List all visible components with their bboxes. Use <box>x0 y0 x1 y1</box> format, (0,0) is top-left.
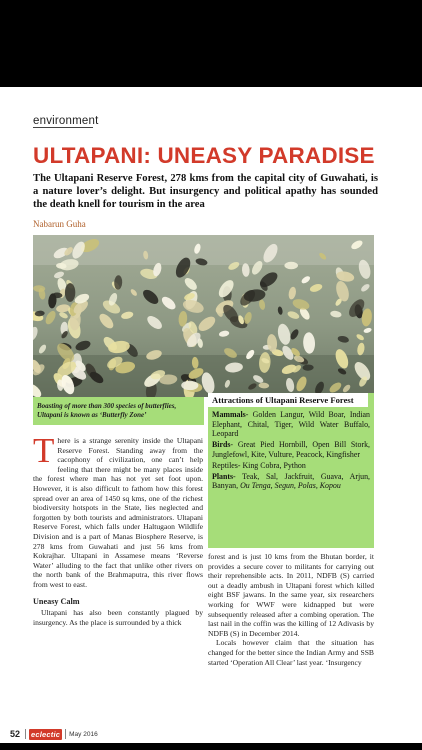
mammals-entry <box>212 410 370 439</box>
top-black-bar <box>0 0 422 87</box>
magazine-logo: eclectic <box>31 729 61 739</box>
butterfly <box>284 262 298 269</box>
body-paragraph-1 <box>33 431 203 590</box>
plants-entry <box>212 472 370 491</box>
article-deck: The Ultapani Reserve Forest, 278 kms from the capital city of Guwahati, is a nature lover’s delight. But insurgency and political apathy has sounded the death knell for tourism in the area <box>33 173 378 210</box>
plants-list: - Teak, Sal, Jackfruit, Guava, Arjun, Banyan, <box>212 471 370 490</box>
footer-divider <box>25 729 26 739</box>
reptiles-entry: Reptiles- King Cobra, Python <box>212 460 306 470</box>
drop-cap: T <box>33 431 55 470</box>
subhead-uneasy-calm: Uneasy Calm <box>33 596 80 606</box>
butterfly-photo <box>33 235 374 397</box>
body-column-left <box>33 431 203 627</box>
page-footer <box>10 728 98 740</box>
mammals-list: - Golden Langur, Wild Boar, Indian Elephant, Chital, Tiger, Wild Water Buffalo, Leopard <box>212 410 370 438</box>
article-headline: ULTAPANI: UNEASY PARADISE <box>33 143 375 168</box>
bottom-black-bar <box>0 743 422 750</box>
plants-label: Plants <box>212 471 234 481</box>
byline: Nabarun Guha <box>33 219 86 229</box>
body-paragraph-2: Ultapani has also been constantly plagued by insurgency. As the place is surrounded by a thick <box>33 608 203 627</box>
body-column-right <box>208 552 374 667</box>
butterfly-photo-image <box>33 235 374 397</box>
mammals-label: Mammals <box>212 410 246 419</box>
section-underline <box>33 127 93 128</box>
footer-divider <box>65 729 66 739</box>
birds-entry <box>212 440 370 459</box>
body-paragraph-3: forest and is just 10 kms from the Bhutan border, it provides a secure cover to militants for carrying out their reprehensible acts. In 2011, NDFB (S) carried out a deadly ambush in Ultapani forest which killed eight BSF jawans. In the same year, six researchers working for WWF were kidnapped but were subsequently released after a combing operation. The last nail in the coffin was the killing of 12 Adivasis by NDFB (S) in December 2014. <box>208 552 374 638</box>
issue-date: May 2016 <box>69 730 98 738</box>
attractions-box <box>208 393 374 548</box>
plants-local-names: Ou Tenga, Segun, Polas, Kopou <box>240 481 341 490</box>
body-paragraph-1-text: here is a strange serenity inside the Ultapani Reserve Forest. Standing away from the cacophony of civilization, one can’t help feeling that there might be many places inside the forest where man has not yet set foot upon. However, it is also difficult to fathom how this forest spread over an area of 1450 sq kms, one of the richest biodiversity hotspots in the State, lies neglected and forgotten by both tourists and administrators. Ultapani Reserve Forest, which falls under Haltugaon Wildlife Division and is a part of Manas Biosphere Reserve, is 278 kms from Guwahati and just 56 kms from Kokrajhar. Ultapani in Assamese means ‘Reverse Water’ alluding to the fact that unlike other rivers on the north bank of the Brahmaputra, this river flows from west to east. <box>33 436 203 589</box>
section-label: environment <box>33 115 99 127</box>
page-number: 52 <box>10 729 21 739</box>
birds-list: - Great Pied Hornbill, Open Bill Stork, Junglefowl, Kite, Vulture, Peacock, Kingfisher <box>212 440 370 459</box>
attractions-title: Attractions of Ultapani Reserve Forest <box>208 393 368 407</box>
birds-label: Birds <box>212 440 231 449</box>
butterfly <box>65 283 75 302</box>
body-paragraph-4: Locals however claim that the situation has changed for the better since the Indian Army and SSB started ‘Operation All Clear’ last year. ‘Insurgency <box>208 638 374 667</box>
photo-caption: Boasting of more than 300 species of butterflies, Ultapani is known as ‘Butterfly Zone’ <box>33 397 204 425</box>
